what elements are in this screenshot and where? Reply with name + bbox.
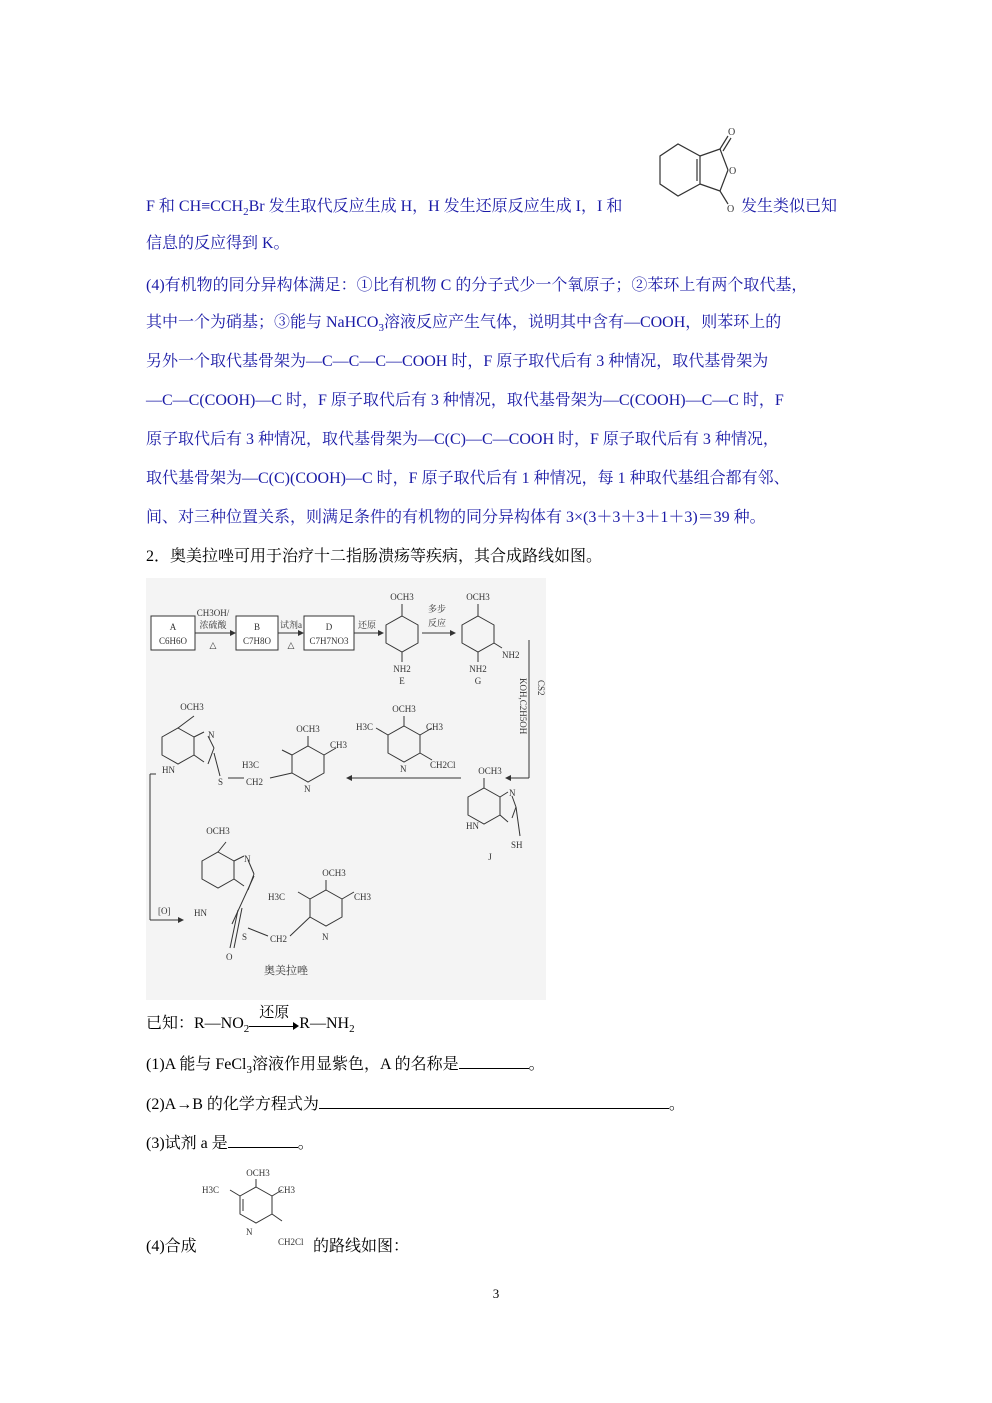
subscript: 3 <box>246 1064 252 1077</box>
cs2-label: CS2 <box>536 680 546 696</box>
subscript: 3 <box>378 322 384 335</box>
t-ch3: CH3 <box>330 740 348 750</box>
heat-bd: △ <box>287 640 295 650</box>
p-o: O <box>226 952 233 962</box>
p-hn: HN <box>194 908 207 918</box>
answer-blank-2[interactable] <box>319 1094 669 1109</box>
g-nh2: NH2 <box>469 664 487 674</box>
question-2 <box>146 1094 685 1115</box>
box-a-name: A <box>169 622 177 632</box>
arrow-head <box>293 1022 299 1030</box>
label-g: G <box>474 676 482 686</box>
arrow-shaft <box>249 1026 297 1027</box>
text: (1)A 能与 FeCl <box>146 1056 247 1073</box>
p-ch2: CH2 <box>270 934 288 944</box>
g-nh2-side: NH2 <box>502 650 520 660</box>
t-s: S <box>218 777 224 787</box>
reagent-ab-top: CH3OH/ <box>196 608 230 618</box>
g-och3: OCH3 <box>466 592 490 602</box>
multistep-2: 反应 <box>427 618 447 628</box>
t-n: N <box>208 730 215 740</box>
solution-line-7: 原子取代后有 3 种情况，取代基骨架为—C(C)—C—COOH 时，F 原子取代后有 3 种情况， <box>146 431 779 448</box>
koh-label: KOH,C2H5OH <box>518 678 528 735</box>
j-och3: OCH3 <box>478 766 502 776</box>
text: 已知：R—NO <box>146 1015 244 1032</box>
subscript: 2 <box>349 1023 355 1036</box>
solution-line-5: 另外一个取代基骨架为—C—C—C—COOH 时，F 原子取代后有 3 种情况，取代基骨架为 <box>146 353 769 370</box>
text: 。 <box>528 1056 545 1073</box>
j-hn: HN <box>466 821 479 831</box>
synthesis-scheme <box>146 578 546 1000</box>
text: 。 <box>668 1096 685 1113</box>
reagent-ch2cl: CH2Cl <box>430 760 456 770</box>
box-a-formula: C6H6O <box>158 636 188 646</box>
reagent-a-label: 试剂a <box>280 620 302 630</box>
reaction-arrow <box>249 1005 299 1031</box>
question-1 <box>146 1054 545 1075</box>
text: 。 <box>297 1135 314 1152</box>
text: (2)A→B 的化学方程式为 <box>146 1096 319 1113</box>
oxidant-label: [O] <box>158 906 171 916</box>
t-n-py: N <box>304 784 311 794</box>
text: (3)试剂 a 是 <box>146 1135 228 1152</box>
box-d-formula: C7H7NO3 <box>309 636 349 646</box>
subscript: 2 <box>243 1023 250 1036</box>
t-och3: OCH3 <box>180 702 204 712</box>
p-s: S <box>242 932 248 942</box>
reagent-ab-mid: 浓硫酸 <box>199 620 227 630</box>
label-e: E <box>399 676 405 686</box>
t4-ch2cl: CH2Cl <box>278 1237 304 1247</box>
solution-line-4 <box>146 313 781 333</box>
text: 溶液反应产生气体，说明其中含有—COOH，则苯环上的 <box>383 314 782 331</box>
answer-blank-1[interactable] <box>459 1054 529 1069</box>
e-och3: OCH3 <box>390 592 414 602</box>
text: 溶液作用显紫色，A 的名称是 <box>251 1056 459 1073</box>
box-b-name: B <box>253 622 261 632</box>
subscript: 2 <box>243 206 249 219</box>
arrow-label: 还原 <box>259 1005 290 1022</box>
t-hn: HN <box>162 765 175 775</box>
reagent-och3: OCH3 <box>392 704 416 714</box>
p-h3c: H3C <box>268 892 286 902</box>
question-3 <box>146 1133 314 1154</box>
known-reaction <box>146 1005 355 1036</box>
solution-line-3: (4)有机物的同分异构体满足：①比有机物 C 的分子式少一个氧原子；②苯环上有两个取代基， <box>146 277 808 294</box>
p-ch3: CH3 <box>354 892 372 902</box>
t-h3c: H3C <box>242 760 260 770</box>
t-ch2: CH2 <box>246 777 264 787</box>
p-och3: OCH3 <box>206 826 230 836</box>
p-och3-py: OCH3 <box>322 868 346 878</box>
question-4-pre: (4)合成 <box>146 1238 197 1255</box>
reagent-h3c: H3C <box>356 722 374 732</box>
j-n: N <box>509 788 516 798</box>
reagent-n: N <box>400 764 407 774</box>
j-sh: SH <box>511 840 523 850</box>
solution-line-9: 间、对三种位置关系，则满足条件的有机物的同分异构体有 3×(3＋3＋3＋1＋3)＝39 种。 <box>146 509 766 526</box>
anhydride-o-ring: O <box>729 166 737 177</box>
box-b-formula: C7H8O <box>242 636 272 646</box>
solution-line-2: 信息的反应得到 K。 <box>146 235 290 252</box>
reduction-label: 还原 <box>357 620 377 630</box>
page-number: 3 <box>492 1286 500 1301</box>
solution-line-6: —C—C(COOH)—C 时，F 原子取代后有 3 种情况，取代基骨架为—C(COOH)—C—C 时，F <box>146 392 784 409</box>
t4-h3c: H3C <box>202 1185 220 1195</box>
anhydride-structure <box>656 120 746 220</box>
anhydride-o-top: O <box>728 127 736 138</box>
solution-line-1-end: 发生类似已知 <box>741 198 838 215</box>
t-och3-py: OCH3 <box>296 724 320 734</box>
text: R—NH <box>299 1015 350 1032</box>
solution-line-1 <box>146 197 622 217</box>
e-nh2: NH2 <box>393 664 411 674</box>
heat-ab: △ <box>209 640 217 650</box>
multistep-1: 多步 <box>427 604 447 614</box>
label-j: J <box>488 852 492 862</box>
question-title: 2．奥美拉唑可用于治疗十二指肠溃疡等疾病，其合成路线如图。 <box>146 548 603 565</box>
reagent-ch3: CH3 <box>426 722 444 732</box>
t4-och3: OCH3 <box>246 1168 270 1178</box>
product-name: 奥美拉唑 <box>264 965 308 977</box>
anhydride-o-bottom: O <box>727 204 735 215</box>
p-n: N <box>244 854 251 864</box>
text: 其中一个为硝基；③能与 NaHCO <box>146 314 379 331</box>
text: F 和 CH≡CCH <box>146 198 244 215</box>
solution-line-8: 取代基骨架为—C(C)(COOH)—C 时，F 原子取代后有 1 种情况，每 1 种取代基组合都有邻、 <box>146 470 790 487</box>
pyridine-target-structure <box>200 1165 320 1255</box>
t4-ch3: CH3 <box>278 1185 296 1195</box>
box-d-name: D <box>325 622 333 632</box>
answer-blank-3[interactable] <box>228 1133 298 1148</box>
t4-n: N <box>246 1227 253 1237</box>
text: Br 发生取代反应生成 H，H 发生还原反应生成 I，I 和 <box>248 198 623 215</box>
question-4-post: 的路线如图： <box>313 1238 410 1255</box>
p-n-py: N <box>322 932 329 942</box>
